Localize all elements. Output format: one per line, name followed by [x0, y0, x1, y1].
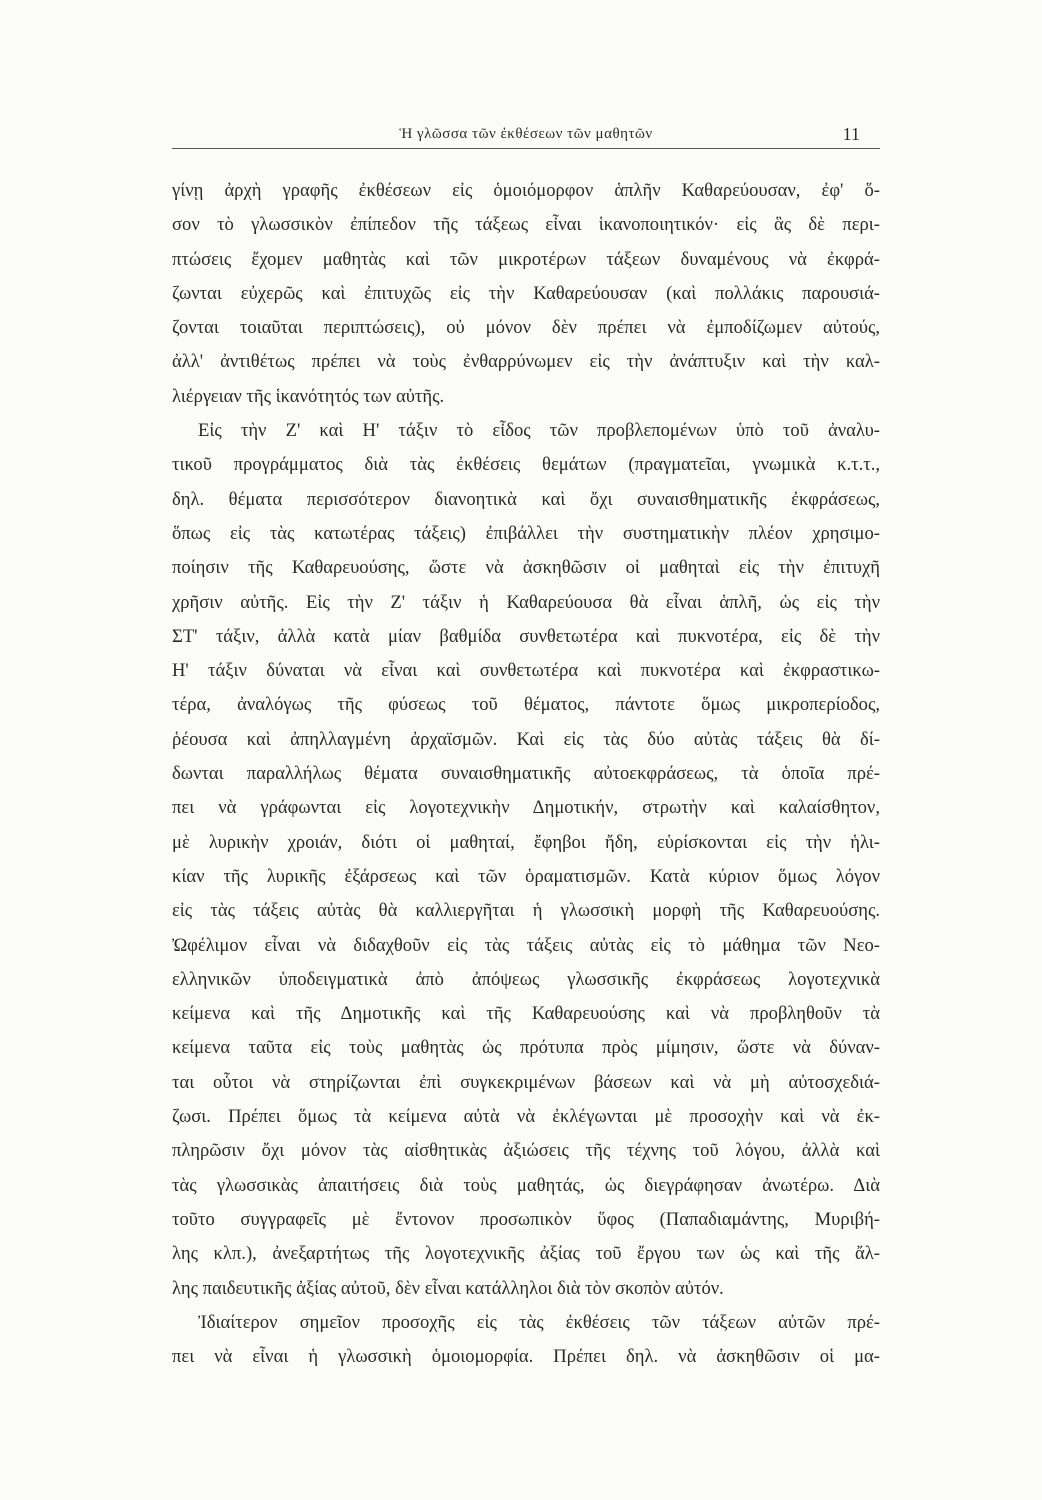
text-line: ἀλλ' ἀντιθέτως πρέπει νὰ τοὺς ἐνθαρρύνωμεν εἰς τὴν ἀνάπτυξιν καὶ τὴν καλ- — [172, 351, 880, 373]
text-line: πτώσεις ἔχομεν μαθητὰς καὶ τῶν μικροτέρων τάξεων δυναμένους νὰ ἐκφρά- — [172, 248, 880, 270]
text-line: μὲ λυρικὴν χροιάν, διότι οἱ μαθηταί, ἔφηβοι ἤδη, εὑρίσκονται εἰς τὴν ἡλι- — [172, 831, 880, 853]
paragraph — [172, 174, 880, 414]
text-line: λης κλπ.), ἀνεξαρτήτως τῆς λογοτεχνικῆς ἀξίας τοῦ ἔργου των ὡς καὶ τῆς ἄλ- — [172, 1243, 880, 1265]
text-line: ελληνικῶν ὑποδειγματικὰ ἀπὸ ἀπόψεως γλωσσικῆς ἐκφράσεως λογοτεχνικὰ — [172, 968, 880, 990]
text-line: χρῆσιν αὐτῆς. Εἰς τὴν Ζ' τάξιν ἡ Καθαρεύουσα θὰ εἶναι ἁπλῆ, ὡς εἰς τὴν — [172, 591, 880, 613]
text-line: δηλ. θέματα περισσότερον διανοητικὰ καὶ ὄχι συναισθηματικῆς ἐκφράσεως, — [172, 488, 880, 510]
page-number: 11 — [842, 124, 860, 144]
text-line: πληρῶσιν ὄχι μόνον τὰς αἰσθητικὰς ἀξιώσεις τῆς τέχνης τοῦ λόγου, ἀλλὰ καὶ — [172, 1140, 880, 1162]
text-line: Ἰδιαίτερον σημεῖον προσοχῆς εἰς τὰς ἐκθέσεις τῶν τάξεων αὐτῶν πρέ- — [198, 1311, 880, 1333]
running-title: Ἡ γλῶσσα τῶν ἐκθέσεων τῶν μαθητῶν — [399, 126, 653, 142]
page-body — [172, 174, 880, 1374]
text-line: κίαν τῆς λυρικῆς ἐξάρσεως καὶ τῶν ὁραματισμῶν. Κατὰ κύριον ὅμως λόγον — [172, 865, 880, 887]
text-line: ζωνται εὐχερῶς καὶ ἐπιτυχῶς εἰς τὴν Καθαρεύουσαν (καὶ πολλάκις παρουσιά- — [172, 282, 880, 304]
text-line: ζονται τοιαῦται περιπτώσεις), οὐ μόνον δὲν πρέπει νὰ ἐμποδίζωμεν αὐτούς, — [172, 317, 880, 339]
text-line: κείμενα ταῦτα εἰς τοὺς μαθητὰς ὡς πρότυπα πρὸς μίμησιν, ὥστε νὰ δύναν- — [172, 1037, 880, 1059]
text-line: Ὠφέλιμον εἶναι νὰ διδαχθοῦν εἰς τὰς τάξεις αὐτὰς εἰς τὸ μάθημα τῶν Νεο- — [172, 934, 880, 956]
text-line: γίνῃ ἀρχὴ γραφῆς ἐκθέσεων εἰς ὁμοιόμορφον ἁπλῆν Καθαρεύουσαν, ἐφ' ὅ- — [172, 180, 880, 201]
text-line: σον τὸ γλωσσικὸν ἐπίπεδον τῆς τάξεως εἶναι ἱκανοποιητικόν· εἰς ἃς δὲ περι- — [172, 214, 880, 236]
text-line: τοῦτο συγγραφεῖς μὲ ἔντονον προσωπικὸν ὕφος (Παπαδιαμάντης, Μυριβή- — [172, 1208, 880, 1230]
text-line: Εἰς τὴν Ζ' καὶ Η' τάξιν τὸ εἶδος τῶν προβλεπομένων ὑπὸ τοῦ ἀναλυ- — [198, 420, 880, 442]
text-line: ζωσι. Πρέπει ὅμως τὰ κείμενα αὐτὰ νὰ ἐκλέγωνται μὲ προσοχὴν καὶ νὰ ἐκ- — [172, 1106, 880, 1128]
text-line: πει νὰ γράφωνται εἰς λογοτεχνικὴν Δημοτικήν, στρωτὴν καὶ καλαίσθητον, — [172, 797, 880, 819]
text-line: λιέργειαν τῆς ἱκανότητός των αὐτῆς. — [172, 385, 445, 407]
text-line: ῥέουσα καὶ ἀπηλλαγμένη ἀρχαϊσμῶν. Καὶ εἰς τὰς δύο αὐτὰς τάξεις θὰ δί- — [172, 728, 880, 750]
text-line: πει νὰ εἶναι ἡ γλωσσικὴ ὁμοιομορφία. Πρέπει δηλ. νὰ ἀσκηθῶσιν οἱ μα- — [172, 1346, 880, 1368]
text-line: λης παιδευτικῆς ἀξίας αὐτοῦ, δὲν εἶναι κατάλληλοι διὰ τὸν σκοπὸν αὐτόν. — [172, 1277, 724, 1299]
text-line: δωνται παραλλήλως θέματα συναισθηματικῆς αὐτοεκφράσεως, τὰ ὁποῖα πρέ- — [172, 763, 880, 785]
running-header — [172, 124, 880, 149]
text-line: τικοῦ προγράμματος διὰ τὰς ἐκθέσεις θεμάτων (πραγματεῖαι, γνωμικὰ κ.τ.τ., — [172, 454, 880, 476]
text-line: ΣΤ' τάξιν, ἀλλὰ κατὰ μίαν βαθμίδα συνθετωτέρα καὶ πυκνοτέρα, εἰς δὲ τὴν — [172, 625, 880, 647]
text-line: Η' τάξιν δύναται νὰ εἶναι καὶ συνθετωτέρα καὶ πυκνοτέρα καὶ ἐκφραστικω- — [172, 660, 880, 682]
text-line: τέρα, ἀναλόγως τῆς φύσεως τοῦ θέματος, πάντοτε ὅμως μικροπερίοδος, — [172, 694, 880, 716]
text-line: ποίησιν τῆς Καθαρευούσης, ὥστε νὰ ἀσκηθῶσιν οἱ μαθηταὶ εἰς τὴν ἐπιτυχῆ — [172, 557, 880, 579]
text-line: κείμενα καὶ τῆς Δημοτικῆς καὶ τῆς Καθαρευούσης καὶ νὰ προβληθοῦν τὰ — [172, 1003, 880, 1025]
text-line: τὰς γλωσσικὰς ἀπαιτήσεις διὰ τοὺς μαθητάς, ὡς διεγράφησαν ἀνωτέρω. Διὰ — [172, 1174, 880, 1196]
text-line: ται οὗτοι νὰ στηρίζωνται ἐπὶ συγκεκριμένων βάσεων καὶ νὰ μὴ αὐτοσχεδιά- — [172, 1071, 880, 1093]
paragraph — [172, 414, 880, 1306]
paragraph — [172, 1306, 880, 1375]
text-line: εἰς τὰς τάξεις αὐτὰς θὰ καλλιεργῆται ἡ γλωσσικὴ μορφὴ τῆς Καθαρευούσης. — [172, 900, 880, 922]
text-line: ὅπως εἰς τὰς κατωτέρας τάξεις) ἐπιβάλλει τὴν συστηματικὴν πλέον χρησιμο- — [172, 522, 880, 544]
